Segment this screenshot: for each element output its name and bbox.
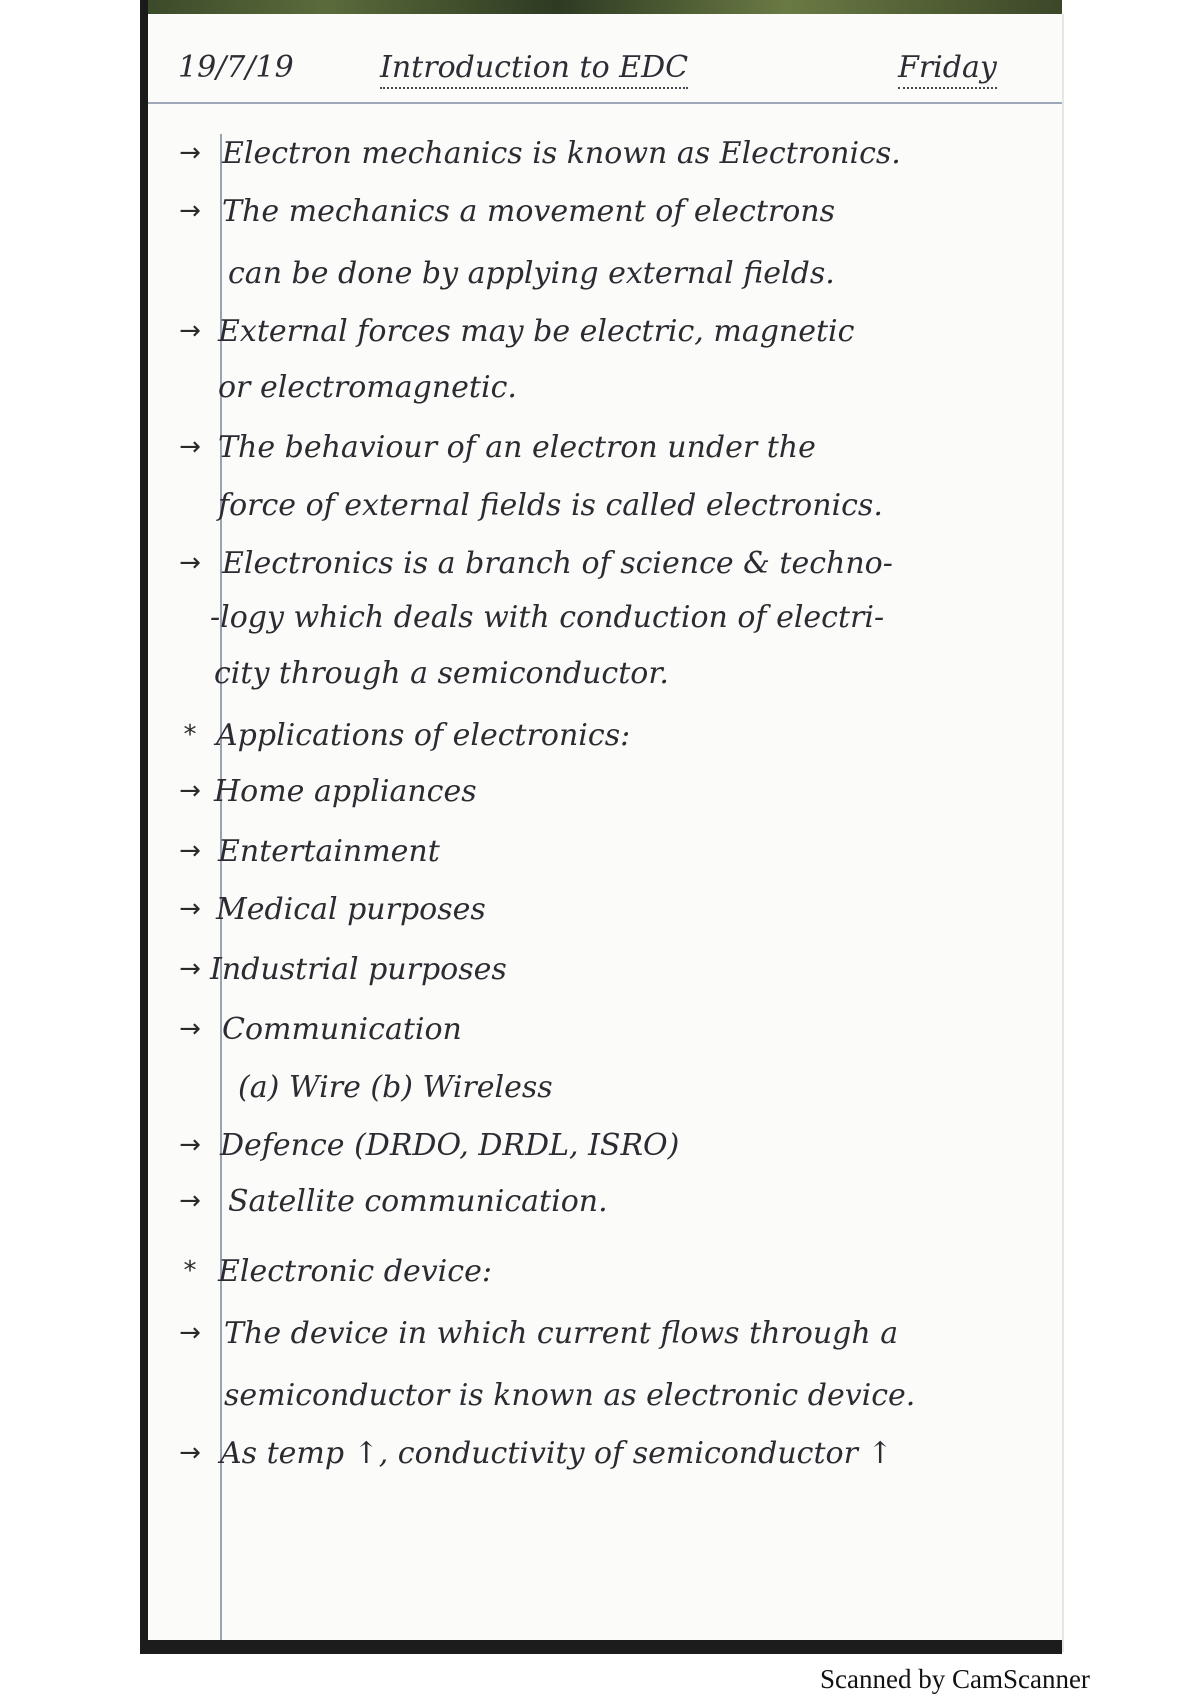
note-line-text: Industrial purposes [210, 952, 507, 987]
star-bullet-icon: * [183, 720, 197, 750]
note-line [148, 426, 1062, 482]
page-date-text: 19/7/19 [178, 50, 294, 85]
note-line-text: The mechanics a movement of electrons [222, 194, 836, 229]
note-line [148, 542, 1062, 598]
note-line [148, 132, 1062, 188]
note-line-text: The behaviour of an electron under the [218, 430, 816, 465]
scanner-watermark: Scanned by CamScanner [820, 1664, 1090, 1694]
note-line-text: can be done by applying external fields. [228, 256, 835, 291]
note-line-text: semiconductor is known as electronic device. [224, 1378, 916, 1413]
arrow-bullet-icon: → [179, 1186, 201, 1216]
page-day [898, 50, 997, 85]
arrow-bullet-icon: → [179, 1014, 201, 1044]
note-line [148, 888, 1062, 944]
arrow-bullet-icon: → [179, 894, 201, 924]
note-line-text: -logy which deals with conduction of electri- [210, 600, 885, 635]
note-line [148, 1124, 1062, 1180]
note-line [148, 1374, 1062, 1430]
note-line [148, 366, 1062, 422]
note-line-text: Entertainment [218, 834, 440, 869]
note-line [148, 252, 1062, 308]
note-line-text: (a) Wire (b) Wireless [238, 1070, 553, 1105]
note-line [148, 652, 1062, 708]
note-line-text: or electromagnetic. [218, 370, 517, 405]
note-line-text: Communication [222, 1012, 462, 1047]
note-line [148, 714, 1062, 770]
page-bottom-edge [140, 1640, 1062, 1654]
arrow-bullet-icon: → [179, 196, 201, 226]
note-line [148, 596, 1062, 652]
arrow-bullet-icon: → [179, 138, 201, 168]
page-date [178, 50, 294, 85]
note-line-text: Electronic device: [218, 1254, 492, 1289]
note-line [148, 310, 1062, 366]
note-line-text: As temp ↑, conductivity of semiconductor ↑ [220, 1436, 893, 1471]
note-line-text: Medical purposes [216, 892, 486, 927]
page-title-text: Introduction to EDC [380, 50, 688, 89]
page-left-edge [140, 0, 148, 1652]
header-rule [148, 102, 1062, 104]
arrow-bullet-icon: → [179, 776, 201, 806]
note-line-text: Electronics is a branch of science & techno- [222, 546, 893, 581]
note-line [148, 1008, 1062, 1064]
page-title [380, 50, 688, 85]
arrow-bullet-icon: → [179, 1130, 201, 1160]
page-day-text: Friday [898, 50, 997, 89]
star-bullet-icon: * [183, 1256, 197, 1286]
arrow-bullet-icon: → [179, 548, 201, 578]
note-line-text: Applications of electronics: [216, 718, 631, 753]
note-line-text: force of external fields is called electronics. [218, 488, 883, 523]
note-line-text: Defence (DRDO, DRDL, ISRO) [220, 1128, 680, 1163]
arrow-bullet-icon: → [179, 432, 201, 462]
arrow-bullet-icon: → [179, 1318, 201, 1348]
note-line [148, 1250, 1062, 1306]
note-line [148, 1312, 1062, 1368]
note-line [148, 830, 1062, 886]
note-line [148, 948, 1062, 1004]
arrow-bullet-icon: → [179, 1438, 201, 1468]
note-line [148, 190, 1062, 246]
note-line-text: External forces may be electric, magnetic [218, 314, 855, 349]
note-line [148, 484, 1062, 540]
note-line [148, 1180, 1062, 1236]
note-line [148, 770, 1062, 826]
note-line-text: The device in which current flows through a [224, 1316, 899, 1351]
note-line-text: Home appliances [214, 774, 477, 809]
arrow-bullet-icon: → [179, 316, 201, 346]
note-line-text: Electron mechanics is known as Electronics. [222, 136, 901, 171]
note-line [148, 1066, 1062, 1122]
note-line [148, 1432, 1062, 1488]
note-line-text: city through a semiconductor. [214, 656, 669, 691]
arrow-bullet-icon: → [179, 954, 201, 984]
arrow-bullet-icon: → [179, 836, 201, 866]
notebook-page [148, 14, 1064, 1652]
note-line-text: Satellite communication. [228, 1184, 608, 1219]
